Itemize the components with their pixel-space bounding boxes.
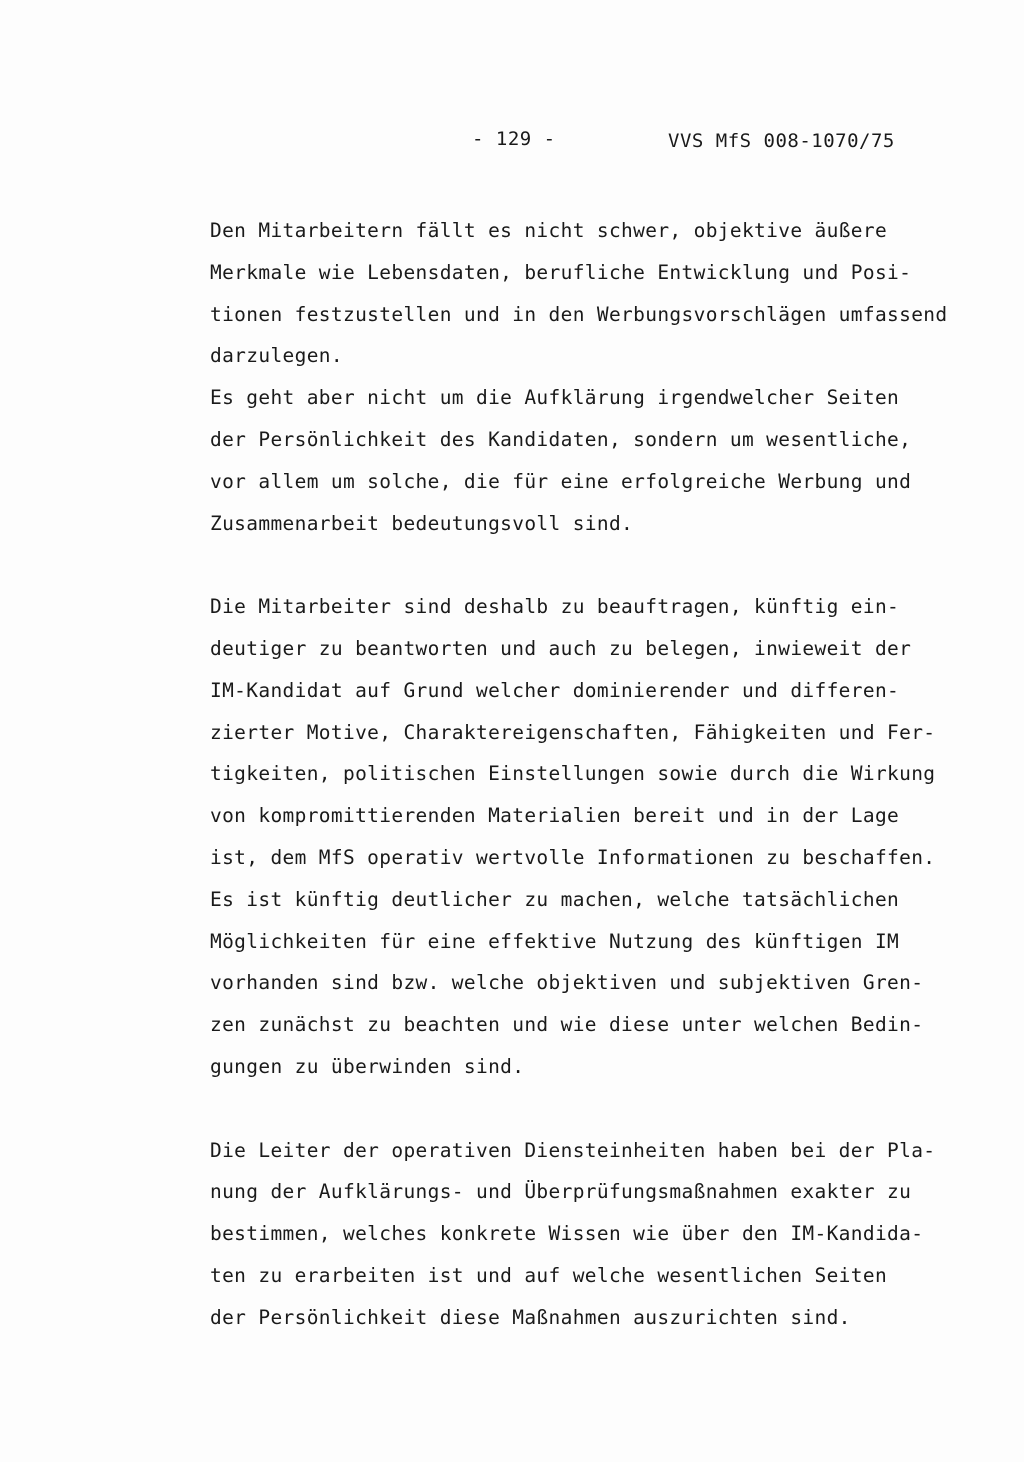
text-line: Die Leiter der operativen Diensteinheiten haben bei der Pla- bbox=[210, 1138, 936, 1162]
text-line: tionen festzustellen und in den Werbungsvorschlägen umfassend bbox=[210, 302, 948, 326]
text-line: von kompromittierenden Materialien bereit und in der Lage bbox=[210, 804, 900, 828]
page-number: - 129 - bbox=[472, 128, 556, 150]
text-line: zierter Motive, Charaktereigenschaften, Fähigkeiten und Fer- bbox=[210, 720, 936, 744]
text-line: Es geht aber nicht um die Aufklärung irgendwelcher Seiten bbox=[210, 386, 900, 410]
text-line: Merkmale wie Lebensdaten, berufliche Entwicklung und Posi- bbox=[210, 260, 912, 284]
text-line: Es ist künftig deutlicher zu machen, welche tatsächlichen bbox=[210, 887, 900, 911]
document-reference: VVS MfS 008-1070/75 bbox=[668, 130, 895, 152]
text-line: Möglichkeiten für eine effektive Nutzung des künftigen IM bbox=[210, 929, 900, 953]
paragraph-1 bbox=[210, 210, 1006, 544]
text-line: Den Mitarbeitern fällt es nicht schwer, objektive äußere bbox=[210, 219, 888, 242]
paragraph-3 bbox=[210, 1130, 1006, 1339]
text-line: deutiger zu beantworten und auch zu belegen, inwieweit der bbox=[210, 636, 912, 660]
text-line: nung der Aufklärungs- und Überprüfungsmaßnahmen exakter zu bbox=[210, 1180, 912, 1204]
text-line: ist, dem MfS operativ wertvolle Informationen zu beschaffen. bbox=[210, 845, 936, 869]
text-line: tigkeiten, politischen Einstellungen sowie durch die Wirkung bbox=[210, 762, 936, 786]
paragraph-gap bbox=[210, 1088, 1006, 1130]
text-line: IM-Kandidat auf Grund welcher dominierender und differen- bbox=[210, 678, 900, 702]
paragraph-2 bbox=[210, 586, 1006, 1088]
text-line: vor allem um solche, die für eine erfolgreiche Werbung und bbox=[210, 469, 912, 493]
text-line: der Persönlichkeit des Kandidaten, sondern um wesentliche, bbox=[210, 427, 912, 451]
text-line: der Persönlichkeit diese Maßnahmen auszurichten sind. bbox=[210, 1305, 851, 1329]
text-line: Die Mitarbeiter sind deshalb zu beauftragen, künftig ein- bbox=[210, 595, 900, 619]
page-header bbox=[0, 128, 1024, 158]
text-line: gungen zu überwinden sind. bbox=[210, 1054, 525, 1078]
text-line: darzulegen. bbox=[210, 344, 343, 368]
text-line: vorhanden sind bzw. welche objektiven und subjektiven Gren- bbox=[210, 971, 924, 995]
text-line: ten zu erarbeiten ist und auf welche wesentlichen Seiten bbox=[210, 1263, 888, 1287]
text-line: bestimmen, welches konkrete Wissen wie über den IM-Kandida- bbox=[210, 1222, 924, 1246]
text-line: Zusammenarbeit bedeutungsvoll sind. bbox=[210, 511, 634, 535]
text-line: zen zunächst zu beachten und wie diese unter welchen Bedin- bbox=[210, 1013, 924, 1037]
body-text bbox=[210, 210, 1006, 1339]
paragraph-gap bbox=[210, 544, 1006, 586]
